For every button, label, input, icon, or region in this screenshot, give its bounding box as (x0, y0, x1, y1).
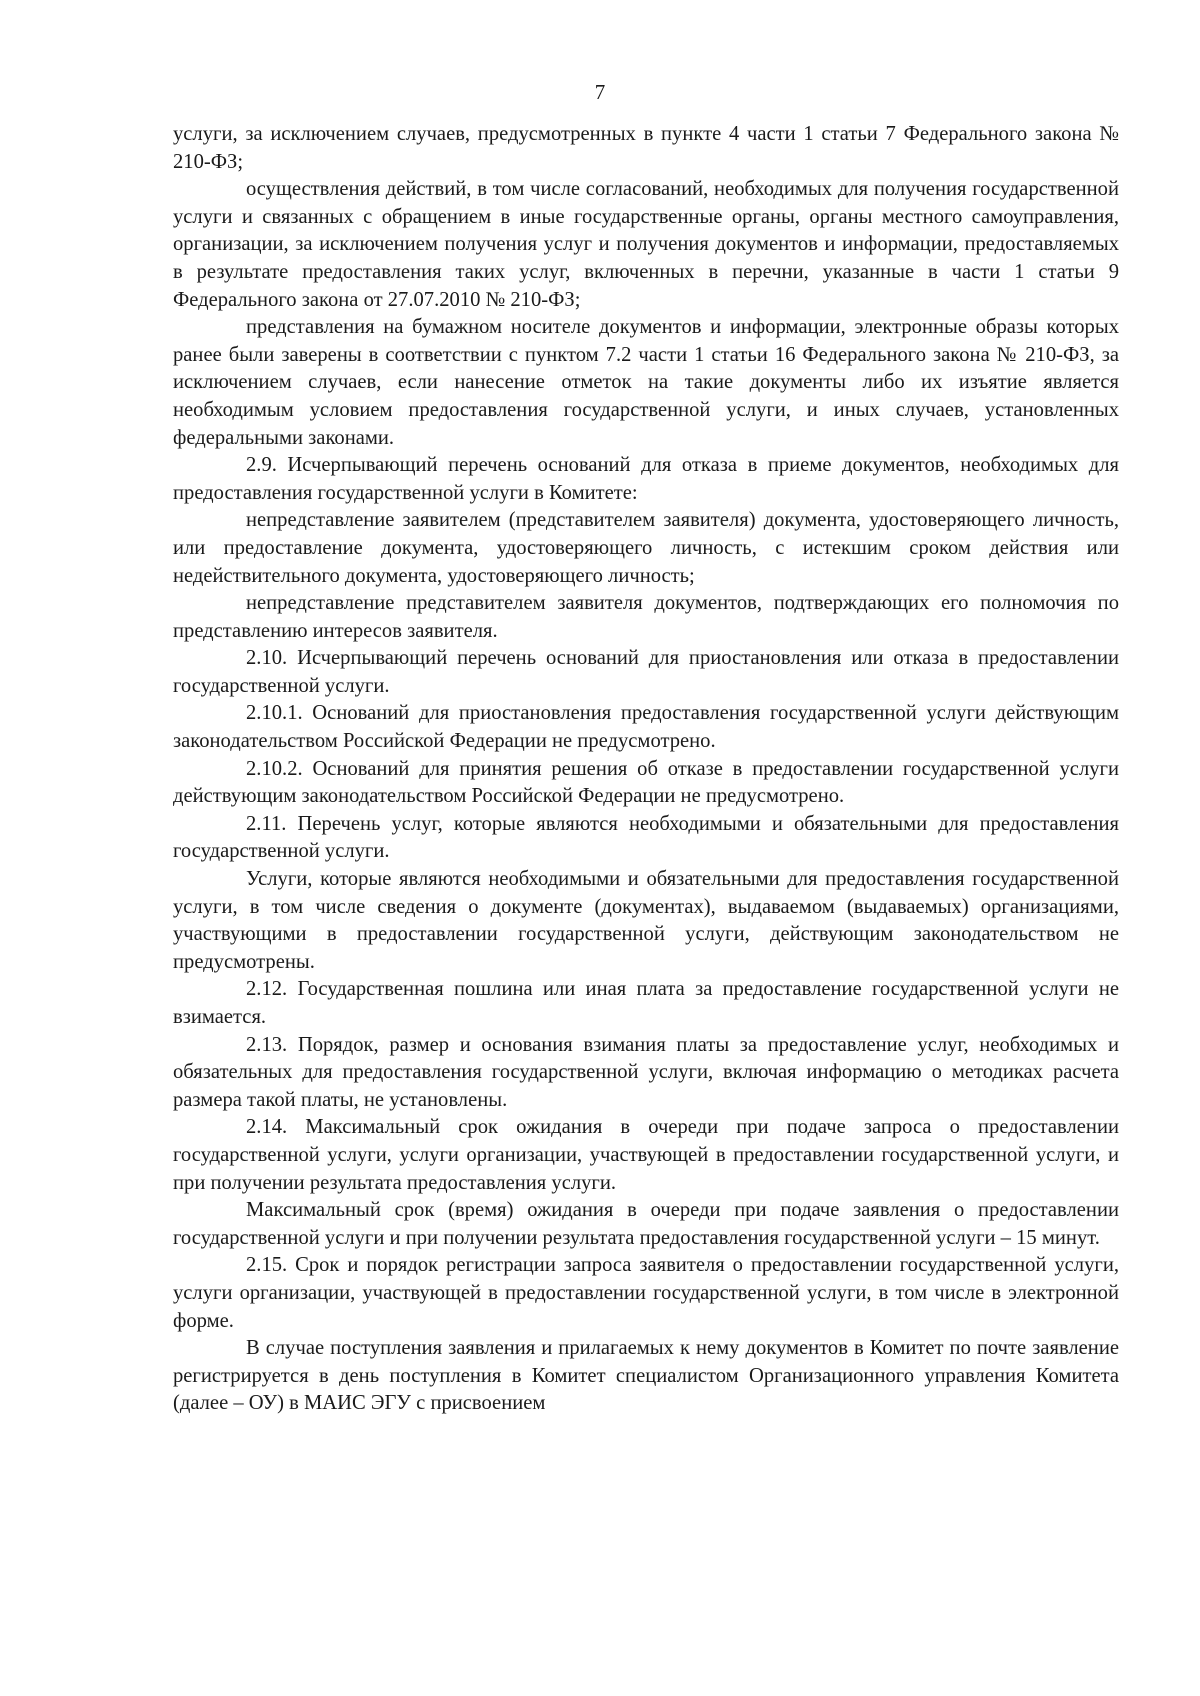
paragraph: непредставление представителем заявителя документов, подтверждающих его полномочия по представлению интересов заявителя. (173, 592, 1119, 642)
paragraph: Максимальный срок (время) ожидания в очереди при подаче заявления о предоставлении государственной услуги и при получении результата предоставления государственной услуги – 15 минут. (173, 1199, 1119, 1249)
paragraph-section-2-10-1: 2.10.1. Оснований для приостановления предоставления государственной услуги действующим законодательством Российской Федерации не предусмотрено. (173, 702, 1119, 753)
paragraph-section-2-10-2: 2.10.2. Оснований для принятия решения об отказе в предоставлении государственной услуги действующим законодательством Российской Федерации не предусмотрено. (173, 757, 1119, 808)
page-number: 7 (594, 80, 606, 104)
paragraph: представления на бумажном носителе документов и информации, электронные образы которых ранее были заверены в соответствии с пунктом 7.2 части 1 статьи 16 Федерального закона № 210-ФЗ, за исключением случаев, если нанесение отметок на такие документы либо их изъятие является необходимым условием предоставления государственной услуги, и иных случаев, установленных федеральными законами. (173, 316, 1119, 449)
paragraph-continuation: услуги, за исключением случаев, предусмотренных в пункте 4 части 1 статьи 7 Федерального закона № 210-ФЗ; (173, 123, 1119, 173)
body-text (173, 121, 1119, 1418)
paragraph-section-2-15: 2.15. Срок и порядок регистрации запроса заявителя о предоставлении государственной услуги, услуги организации, участвующей в предоставлении государственной услуги, в том числе в электронной форме. (173, 1254, 1119, 1332)
paragraph: непредставление заявителем (представителем заявителя) документа, удостоверяющего личность, или предоставление документа, удостоверяющего личность, с истекшим сроком действия или недействительного документа, удостоверяющего личность; (173, 509, 1119, 587)
paragraph-section-2-10: 2.10. Исчерпывающий перечень оснований для приостановления или отказа в предоставлении государственной услуги. (173, 647, 1119, 697)
paragraph-section-2-12: 2.12. Государственная пошлина или иная плата за предоставление государственной услуги не взимается. (173, 978, 1119, 1028)
paragraph: Услуги, которые являются необходимыми и обязательными для предоставления государственной услуги, в том числе сведения о документе (документах), выдаваемом (выдаваемых) организациями, участвующими в предоставлении государственной услуги, действующим законодательством не предусмотрены. (173, 868, 1119, 973)
paragraph-section-2-9: 2.9. Исчерпывающий перечень оснований для отказа в приеме документов, необходимых для предоставления государственной услуги в Комитете: (173, 454, 1119, 504)
paragraph-section-2-11: 2.11. Перечень услуг, которые являются необходимыми и обязательными для предоставления государственной услуги. (173, 812, 1119, 863)
paragraph: осуществления действий, в том числе согласований, необходимых для получения государственной услуги и связанных с обращением в иные государственные органы, органы местного самоуправления, организации, за исключением получения услуг и получения документов и информации, предоставляемых в результате предоставления таких услуг, включенных в перечни, указанные в части 1 статьи 9 Федерального закона от 27.07.2010 № 210-ФЗ; (173, 178, 1119, 311)
paragraph-section-2-14: 2.14. Максимальный срок ожидания в очереди при подаче запроса о предоставлении государственной услуги, услуги организации, участвующей в предоставлении государственной услуги, и при получении результата предоставления услуги. (173, 1116, 1119, 1194)
paragraph: В случае поступления заявления и прилагаемых к нему документов в Комитет по почте заявление регистрируется в день поступления в Комитет специалистом Организационного управления Комитета (далее – ОУ) в МАИС ЭГУ с присвоением (173, 1337, 1119, 1415)
paragraph-section-2-13: 2.13. Порядок, размер и основания взимания платы за предоставление услуг, необходимых и обязательных для предоставления государственной услуги, включая информацию о методиках расчета размера такой платы, не установлены. (173, 1033, 1119, 1111)
